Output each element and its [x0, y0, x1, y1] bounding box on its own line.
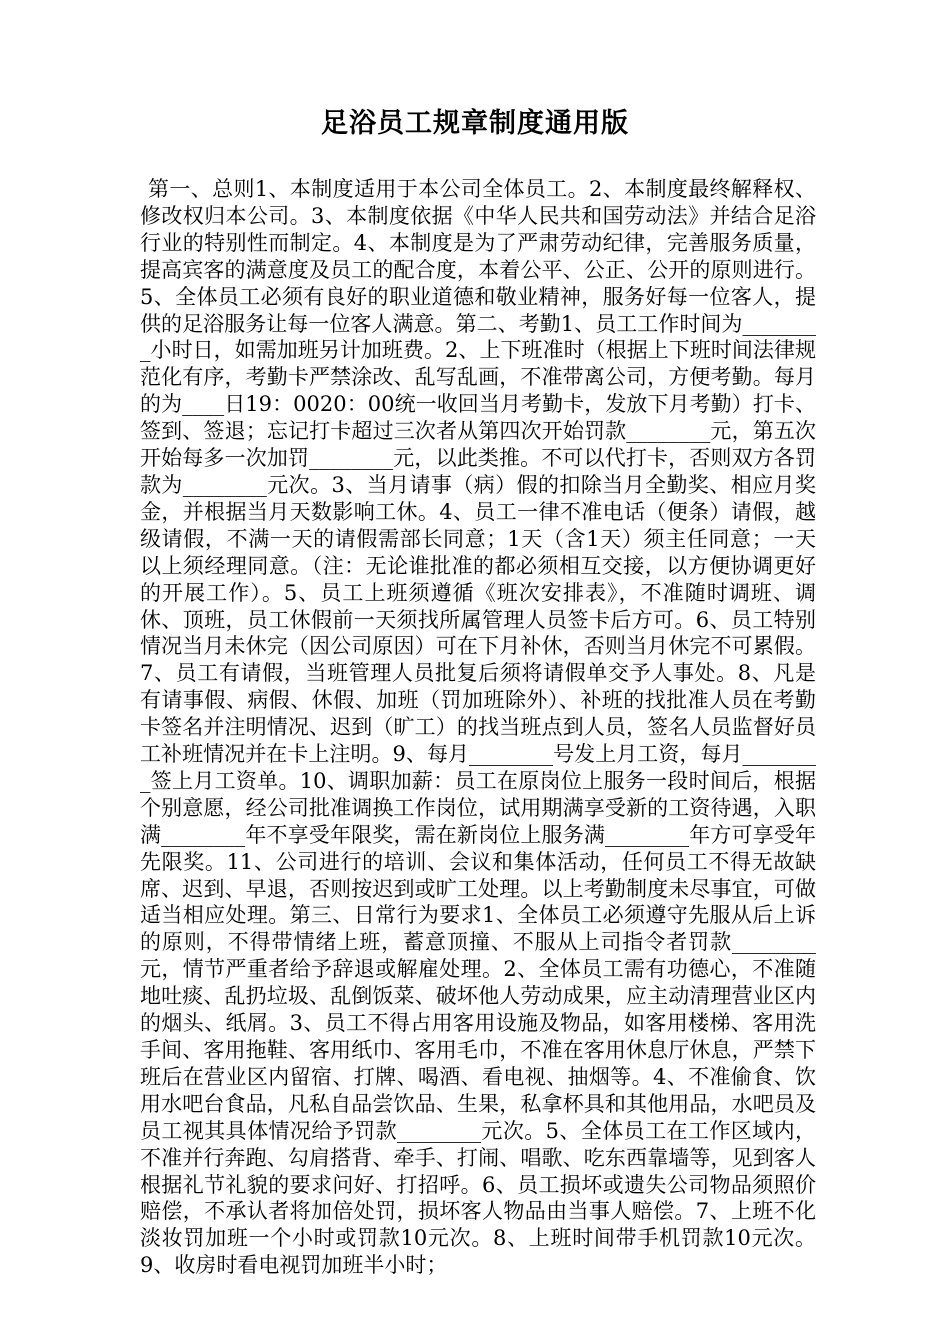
- document-title: 足浴员工规章制度通用版: [321, 108, 629, 139]
- document-body-text: 第一、总则1、本制度适用于本公司全体员工。2、本制度最终解释权、修改权归本公司。3、本制度依据《中华人民共和国劳动法》并结合足浴行业的特别性而制定。4、本制度是为了严肃劳动纪律，完善服务质量，提高宾客的满意度及员工的配合度，本着公平、公正、公开的原则进行。5、全体员工必须有良好的职业道德和敬业精神，服务好每一位客人，提供的足浴服务让每一位客人满意。第二、考勤1、员工工作时间为________小时日，如需加班另计加班费。2、上下班准时（根据上下班时间法律规范化有序，考勤卡严禁涂改、乱写乱画，不准带离公司，方便考勤。每月的为____日19：0020：00统一收回当月考勤卡，发放下月考勤）打卡、签到、签退；忘记打卡超过三次者从第四次开始罚款________元，第五次开始每多一次加罚________元，以此类推。不可以代打卡，否则双方各罚款为________元次。3、当月请事（病）假的扣除当月全勤奖、相应月奖金，并根据当月天数影响工休。4、员工一律不准电话（便条）请假，越级请假，不满一天的请假需部长同意；1天（含1天）须主任同意；一天以上须经理同意。（注：无论谁批准的都必须相互交接，以方便协调更好的开展工作）。5、员工上班须遵循《班次安排表》，不准随时调班、调休、顶班，员工休假前一天须找所属管理人员签卡后方可。6、员工特别情况当月未休完（因公司原因）可在下月补休，否则当月休完不可累假。7、员工有请假，当班管理人员批复后须将请假单交予人事处。8、凡是有请事假、病假、休假、加班（罚加班除外）、补班的找批准人员在考勤卡签名并注明情况、迟到（旷工）的找当班点到人员，签名人员监督好员工补班情况并在卡上注明。9、每月________号发上月工资，每月________签上月工资单。10、调职加薪：员工在原岗位上服务一段时间后，根据个别意愿，经公司批准调换工作岗位，试用期满享受新的工资待遇，入职满________年不享受年限奖，需在新岗位上服务满________年方可享受年先限奖。11、公司进行的培训、会议和集体活动，任何员工不得无故缺席、迟到、早退，否则按迟到或旷工处理。以上考勤制度未尽事宜，可做适当相应处理。第三、日常行为要求1、全体员工必须遵守先服从后上诉的原则，不得带情绪上班，蓄意顶撞、不服从上司指令者罚款________元，情节严重者给予辞退或解雇处理。2、全体员工需有功德心，不准随地吐痰、乱扔垃圾、乱倒饭菜、破坏他人劳动成果，应主动清理营业区内的烟头、纸屑。3、员工不得占用客用设施及物品，如客用楼梯、客用洗手间、客用拖鞋、客用纸巾、客用毛巾，不准在客用休息厅休息，严禁下班后在营业区内留宿、打牌、喝酒、看电视、抽烟等。4、不准偷食、饮用水吧台食品，凡私自品尝饮品、生果，私拿杯具和其他用品，水吧员及员工视其具体情况给予罚款________元次。5、全体员工在工作区域内，不准并行奔跑、勾肩搭背、牵手、打闹、唱歌、吃东西靠墙等，见到客人根据礼节礼貌的要求问好、打招呼。6、员工损坏或遗失公司物品须照价赔偿，不承认者将加倍处罚，损坏客人物品由当事人赔偿。7、上班不化淡妆罚加班一个小时或罚款10元次。8、上班时间带手机罚款10元次。9、收房时看电视罚加班半小时；: [140, 177, 816, 1278]
